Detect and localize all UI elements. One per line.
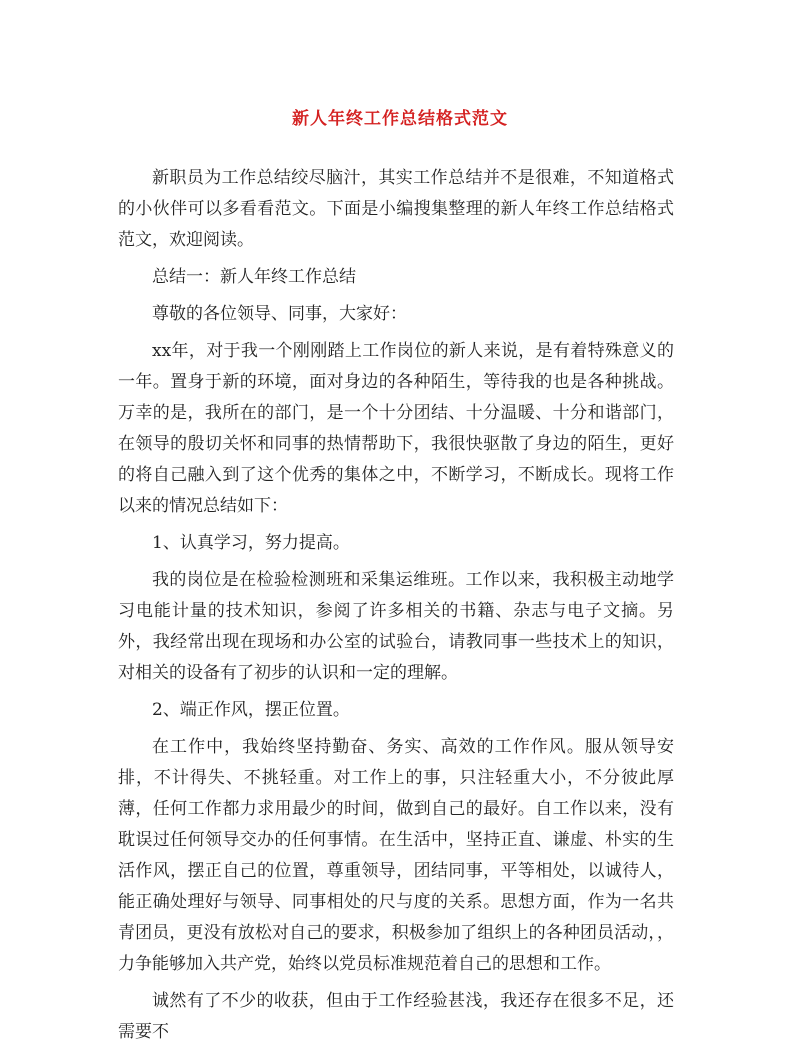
paragraph-heading-2: 2、端正作风，摆正位置。 xyxy=(152,700,350,720)
paragraph-overview: xx年，对于我一个刚刚踏上工作岗位的新人来说，是有着特殊意义的一年。置身于新的环境，面对身边的各种陌生，等待我的也是各种挑战。万幸的是，我所在的部门，是一个十分团结、十分温暖、十分和谐部门，在领导的殷切关怀和同事的热情帮助下，我很快驱散了身边的陌生，更好的将自己融入到了这个优秀的集体之中，不断学习，不断成长。现将工作以来的情况总结如下： xyxy=(118,341,674,516)
document-title: 新人年终工作总结格式范文 xyxy=(292,109,508,129)
paragraph-study: 我的岗位是在检验检测班和采集运维班。工作以来，我积极主动地学习电能计量的技术知识，参阅了许多相关的书籍、杂志与电子文摘。另外，我经常出现在现场和办公室的试验台，请教同事一些技术上的知识，对相关的设备有了初步的认识和一定的理解。 xyxy=(118,570,674,683)
paragraph-intro: 新职员为工作总结绞尽脑汁，其实工作总结并不是很难，不知道格式的小伙伴可以多看看范文。下面是小编搜集整理的新人年终工作总结格式范文，欢迎阅读。 xyxy=(118,168,674,250)
paragraph-heading-1: 1、认真学习，努力提高。 xyxy=(152,533,350,553)
paragraph-work-style: 在工作中，我始终坚持勤奋、务实、高效的工作作风。服从领导安排，不计得失、不挑轻重。对工作上的事，只注轻重大小，不分彼此厚薄，任何工作都力求用最少的时间，做到自己的最好。自工作以来，没有耽误过任何领导交办的任何事情。在生活中，坚持正直、谦虚、朴实的生活作风，摆正自己的位置，尊重领导，团结同事，平等相处，以诚待人，能正确处理好与领导、同事相处的尺与度的关系。思想方面，作为一名共青团员，更没有放松对自己的要求，积极参加了组织上的各种团员活动，，力争能够加入共产党，始终以党员标准规范着自己的思想和工作。 xyxy=(118,737,674,974)
paragraph-greeting: 尊敬的各位领导、同事，大家好： xyxy=(152,304,407,324)
paragraph-section-heading: 总结一：新人年终工作总结 xyxy=(152,267,356,287)
paragraph-shortcomings: 诚然有了不少的收获，但由于工作经验甚浅，我还存在很多不足，还需要不 xyxy=(118,991,674,1042)
document-body xyxy=(118,163,674,1054)
